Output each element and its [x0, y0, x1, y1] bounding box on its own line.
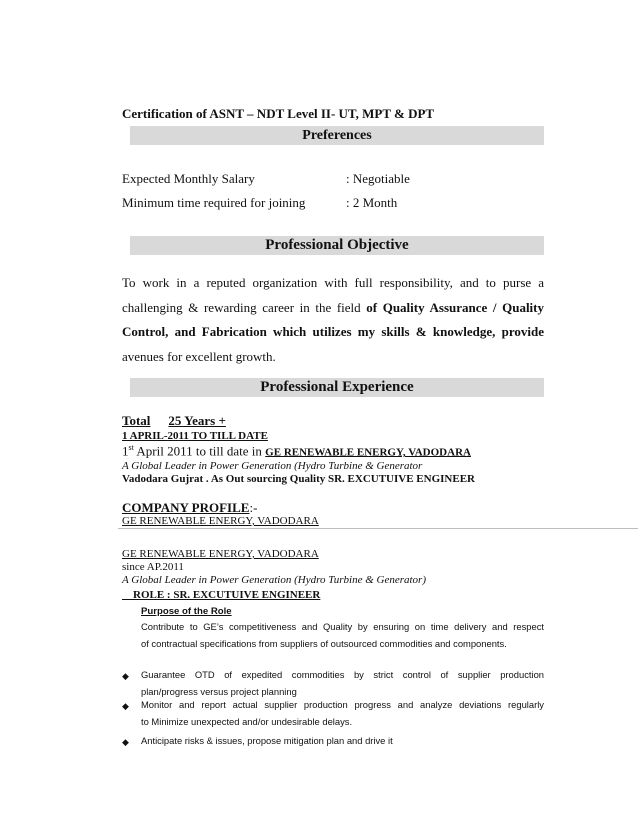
bullet-2-line-2: to Minimize unexpected and/or undesirable delays.: [141, 715, 353, 727]
purpose-text: [141, 619, 544, 653]
experience-company: GE RENEWABLE ENERGY, VADODARA: [265, 446, 471, 459]
date-rest: April 2011 to till date in: [133, 443, 266, 459]
experience-location-role: Vadodara Gujrat . As Out sourcing Quality SR. EXCUTUIVE ENGINEER: [122, 473, 475, 485]
section-divider: [118, 528, 638, 529]
company-profile-suffix: :-: [249, 500, 258, 515]
preferences-heading: Preferences: [130, 126, 544, 145]
bullet-1-line-2: plan/progress versus project planning: [141, 685, 297, 697]
purpose-line-2: of contractual specifications from suppliers of outsourced commodities and components.: [141, 637, 507, 649]
bullet-icon: ◆: [122, 671, 129, 681]
company-profile-heading-line: [122, 500, 257, 516]
objective-line-1: To work in a reputed organization with full responsibility, and to purse a: [122, 275, 544, 290]
joining-label: Minimum time required for joining: [122, 195, 306, 210]
bullet-item: [141, 667, 544, 701]
salary-value: : Negotiable: [346, 171, 410, 186]
bullet-icon: ◆: [122, 737, 129, 747]
experience-tagline: A Global Leader in Power Generation (Hydro Turbine & Generator: [122, 460, 423, 472]
objective-paragraph: [122, 271, 544, 369]
objective-line-4: avenues for excellent growth.: [122, 348, 276, 364]
company-profile-heading: COMPANY PROFILE: [122, 500, 250, 515]
purpose-line-1: Contribute to GE’s competitiveness and Quality by ensuring on time delivery and respect: [141, 621, 544, 632]
experience-date-line: [122, 443, 471, 459]
objective-heading: Professional Objective: [130, 236, 544, 255]
bullet-item: [141, 733, 544, 750]
objective-line-2-plain: challenging & rewarding career in the field: [122, 299, 367, 315]
certification-line: Certification of ASNT – NDT Level II- UT, MPT & DPT: [122, 106, 435, 121]
joining-value: : 2 Month: [346, 195, 398, 210]
bullet-2-line-1: Monitor and report actual supplier production progress and analyze deviations regularly: [141, 699, 544, 710]
salary-label: Expected Monthly Salary: [122, 171, 255, 186]
role-since: since AP.2011: [122, 561, 184, 573]
experience-period: 1 APRIL-2011 TO TILL DATE: [122, 430, 268, 442]
role-tagline: A Global Leader in Power Generation (Hydro Turbine & Generator): [122, 574, 427, 586]
experience-heading: Professional Experience: [130, 378, 544, 397]
role-title: ROLE : SR. EXCUTUIVE ENGINEER: [122, 589, 321, 601]
bullet-1-line-1: Guarantee OTD of expedited commodities by strict control of supplier production: [141, 669, 544, 680]
total-label: Total: [122, 413, 151, 428]
total-line: [122, 413, 226, 429]
total-value: 25 Years +: [168, 413, 226, 428]
objective-line-3: Control, and Fabrication which utilizes my skills & knowledge, provide: [122, 324, 544, 339]
purpose-heading: Purpose of the Role: [141, 606, 232, 617]
bullet-item: [141, 697, 544, 731]
company-profile-name: GE RENEWABLE ENERGY, VADODARA: [122, 515, 319, 527]
objective-line-2-bold: of Quality Assurance / Quality: [366, 299, 545, 315]
bullet-3-line-1: Anticipate risks & issues, propose mitigation plan and drive it: [141, 735, 393, 746]
bullet-icon: ◆: [122, 701, 129, 711]
objective-line-2: [122, 296, 544, 321]
date-sup: st: [128, 443, 134, 452]
date-prefix: 1: [122, 443, 129, 459]
role-company: GE RENEWABLE ENERGY, VADODARA: [122, 548, 319, 560]
